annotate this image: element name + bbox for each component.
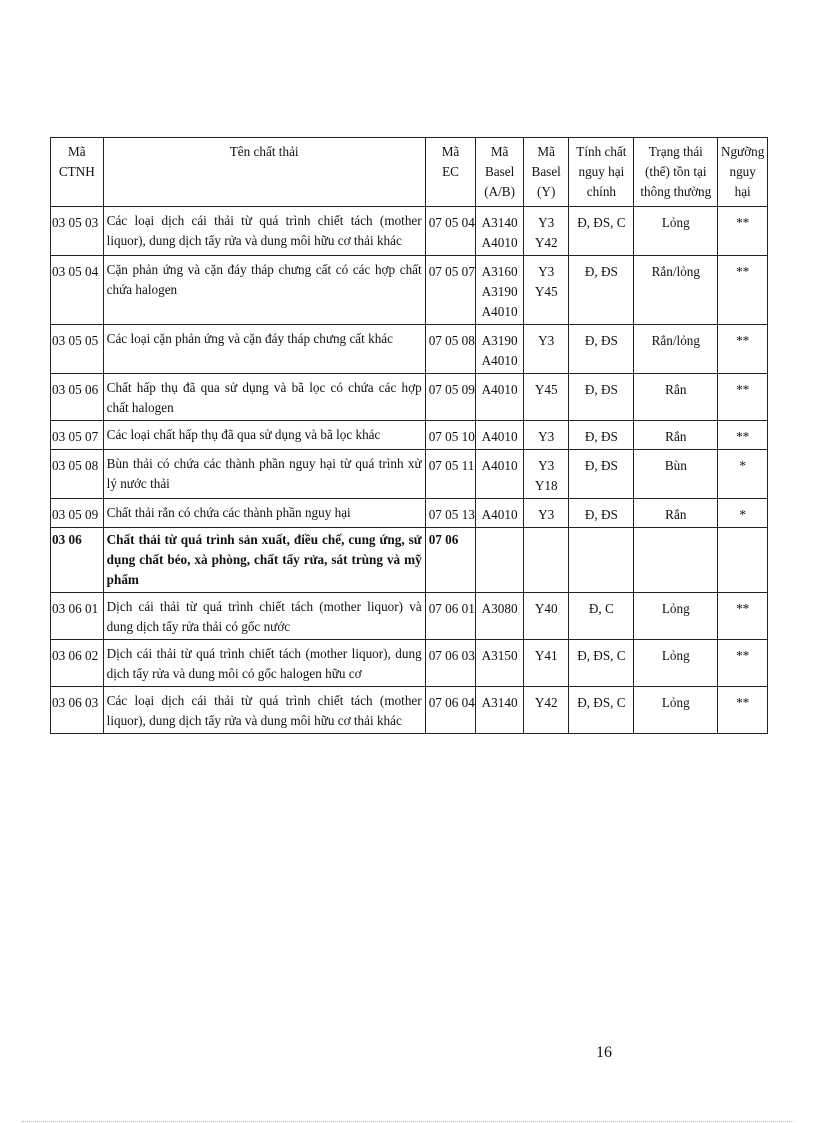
cell-trang-thai: Rắn/lỏng [634,256,718,325]
cell-ma-basel-y [523,374,569,421]
cell-ma-basel-y [523,450,569,499]
cell-ma-ctnh: 03 05 08 [51,450,104,499]
cell-ten-chat-thai: Cặn phản ứng và cặn đáy tháp chưng cất có các hợp chất chứa halogen [103,256,425,325]
cell-ten-chat-thai: Các loại dịch cái thải từ quá trình chiết tách (mother liquor), dung dịch tẩy rửa và dung môi hữu cơ thải khác [103,207,425,256]
cell-ma-ctnh: 03 05 03 [51,207,104,256]
cell-tinh-chat [569,528,634,593]
cell-ten-chat-thai: Dịch cái thải từ quá trình chiết tách (mother liquor), dung dịch tẩy rửa và dung môi có gốc halogen hữu cơ [103,640,425,687]
cell-tinh-chat: Đ, ĐS, C [569,207,634,256]
footer-divider [22,1121,794,1122]
cell-trang-thai: Rắn [634,421,718,450]
cell-ma-basel-ab [476,450,524,499]
cell-nguong: ** [718,374,768,421]
cell-nguong: ** [718,421,768,450]
cell-ma-basel-y-value: Y45 [534,382,558,397]
cell-ma-basel-y [523,528,569,593]
table-row [51,325,768,374]
cell-ma-basel-ab [476,499,524,528]
cell-ma-ec: 07 05 09 [425,374,476,421]
cell-ma-basel-y [523,207,569,256]
cell-ten-chat-thai: Các loại cặn phản ứng và cặn đáy tháp chưng cất khác [103,325,425,374]
cell-trang-thai: Lỏng [634,207,718,256]
header-ten-chat-thai: Tên chất thải [103,138,425,207]
cell-ma-basel-ab-value: A3080 [481,601,518,616]
cell-nguong: ** [718,593,768,640]
cell-ma-basel-y-value: Y3 [538,333,555,348]
cell-ma-basel-y-value: Y41 [534,648,558,663]
cell-trang-thai: Rắn [634,374,718,421]
cell-ma-ctnh: 03 05 04 [51,256,104,325]
cell-ma-ctnh: 03 05 09 [51,499,104,528]
header-ma-basel-ab: Mã Basel (A/B) [476,138,524,207]
cell-ma-basel-y [523,256,569,325]
cell-tinh-chat: Đ, ĐS [569,256,634,325]
cell-tinh-chat: Đ, ĐS [569,499,634,528]
cell-nguong: ** [718,640,768,687]
cell-ma-basel-y-value: Y3 [538,264,555,279]
cell-ma-ec: 07 06 01 [425,593,476,640]
cell-ma-basel-y-value: Y3 [538,507,555,522]
cell-nguong: * [718,499,768,528]
cell-ma-basel-ab-value: A3160 [481,264,518,279]
cell-ma-basel-ab [476,207,524,256]
cell-ma-ctnh: 03 05 07 [51,421,104,450]
cell-trang-thai [634,528,718,593]
cell-ma-basel-ab-value: A4010 [481,507,518,522]
cell-ma-basel-y-value: Y3 [538,429,555,444]
cell-ma-ctnh: 03 06 01 [51,593,104,640]
cell-ma-basel-ab [476,325,524,374]
cell-nguong: * [718,450,768,499]
cell-ma-ctnh: 03 05 06 [51,374,104,421]
cell-ma-ctnh: 03 06 03 [51,687,104,734]
cell-ten-chat-thai: Chất thải từ quá trình sản xuất, điều chế, cung ứng, sử dụng chất béo, xà phòng, chất tẩy rửa, sát trùng và mỹ phẩm [103,528,425,593]
cell-nguong: ** [718,325,768,374]
page-number: 16 [596,1044,612,1061]
hazardous-waste-table [50,137,768,734]
cell-ma-ec: 07 05 08 [425,325,476,374]
cell-trang-thai: Bùn [634,450,718,499]
cell-tinh-chat: Đ, ĐS [569,450,634,499]
cell-trang-thai: Rắn/lỏng [634,325,718,374]
cell-ma-basel-ab-value: A4010 [481,304,518,319]
cell-ma-ec: 07 06 [425,528,476,593]
cell-ma-basel-ab-value: A3140 [481,695,518,710]
cell-ma-basel-ab-value: A3190 [481,284,518,299]
cell-ten-chat-thai: Các loại chất hấp thụ đã qua sử dụng và bã lọc khác [103,421,425,450]
cell-ten-chat-thai: Chất hấp thụ đã qua sử dụng và bã lọc có chứa các hợp chất halogen [103,374,425,421]
cell-ma-basel-y [523,421,569,450]
header-ma-ctnh: Mã CTNH [51,138,104,207]
cell-trang-thai: Lỏng [634,687,718,734]
table-row [51,256,768,325]
cell-ma-ctnh: 03 06 [51,528,104,593]
table-header-row [51,138,768,207]
cell-ma-basel-ab-value: A4010 [481,429,518,444]
cell-ma-basel-y-value: Y40 [534,601,558,616]
header-nguong: Ngưỡng nguy hại [718,138,768,207]
cell-ma-ctnh: 03 05 05 [51,325,104,374]
table-group-row [51,528,768,593]
cell-trang-thai: Lỏng [634,593,718,640]
cell-ma-basel-ab [476,528,524,593]
cell-tinh-chat: Đ, ĐS, C [569,687,634,734]
cell-ten-chat-thai: Bùn thải có chứa các thành phần nguy hại từ quá trình xử lý nước thải [103,450,425,499]
cell-ma-basel-ab [476,421,524,450]
cell-ma-basel-ab [476,640,524,687]
cell-nguong: ** [718,687,768,734]
cell-ma-basel-y [523,640,569,687]
table-row [51,207,768,256]
cell-ma-basel-ab-value: A4010 [481,382,518,397]
cell-tinh-chat: Đ, C [569,593,634,640]
cell-ma-basel-ab-value: A4010 [481,235,518,250]
cell-ten-chat-thai: Các loại dịch cái thải từ quá trình chiết tách (mother liquor), dung dịch tẩy rửa và dung môi hữu cơ thải khác [103,687,425,734]
cell-nguong [718,528,768,593]
cell-ma-basel-ab [476,593,524,640]
cell-ma-ec: 07 05 11 [425,450,476,499]
cell-ma-basel-y-value: Y3 [538,215,555,230]
cell-ma-ec: 07 06 03 [425,640,476,687]
cell-ma-basel-y-value: Y45 [534,284,558,299]
table-body [51,207,768,734]
cell-ma-basel-y-value: Y42 [534,235,558,250]
table-row [51,374,768,421]
table-row [51,640,768,687]
cell-ma-basel-y [523,687,569,734]
cell-ma-basel-ab-value: A3150 [481,648,518,663]
cell-ten-chat-thai: Dịch cái thải từ quá trình chiết tách (mother liquor) và dung dịch tẩy rửa thải có gốc nước [103,593,425,640]
header-ma-basel-y: Mã Basel (Y) [523,138,569,207]
table-row [51,593,768,640]
cell-ma-basel-y [523,325,569,374]
cell-ma-basel-y-value: Y18 [534,478,558,493]
cell-ma-basel-ab [476,687,524,734]
cell-tinh-chat: Đ, ĐS [569,325,634,374]
cell-tinh-chat: Đ, ĐS [569,421,634,450]
cell-ma-basel-ab-value: A3140 [481,215,518,230]
header-trang-thai: Trạng thái (thể) tồn tại thông thường [634,138,718,207]
cell-tinh-chat: Đ, ĐS, C [569,640,634,687]
header-tinh-chat: Tính chất nguy hại chính [569,138,634,207]
cell-ma-basel-y-value: Y3 [538,458,555,473]
cell-ma-ec: 07 05 07 [425,256,476,325]
cell-nguong: ** [718,256,768,325]
cell-ma-basel-ab-value: A4010 [481,458,518,473]
table-row [51,450,768,499]
table-row [51,421,768,450]
cell-ma-ctnh: 03 06 02 [51,640,104,687]
cell-ma-ec: 07 05 10 [425,421,476,450]
cell-nguong: ** [718,207,768,256]
cell-ma-ec: 07 05 13 [425,499,476,528]
cell-ma-basel-ab-value: A3190 [481,333,518,348]
cell-ma-basel-y [523,593,569,640]
header-ma-ec: Mã EC [425,138,476,207]
cell-ma-basel-ab-value: A4010 [481,353,518,368]
cell-ma-ec: 07 05 04 [425,207,476,256]
cell-trang-thai: Lỏng [634,640,718,687]
cell-trang-thai: Rắn [634,499,718,528]
cell-ma-basel-y [523,499,569,528]
cell-ten-chat-thai: Chất thải rắn có chứa các thành phần nguy hại [103,499,425,528]
cell-tinh-chat: Đ, ĐS [569,374,634,421]
table-row [51,687,768,734]
cell-ma-ec: 07 06 04 [425,687,476,734]
table-row [51,499,768,528]
cell-ma-basel-y-value: Y42 [534,695,558,710]
cell-ma-basel-ab [476,256,524,325]
cell-ma-basel-ab [476,374,524,421]
